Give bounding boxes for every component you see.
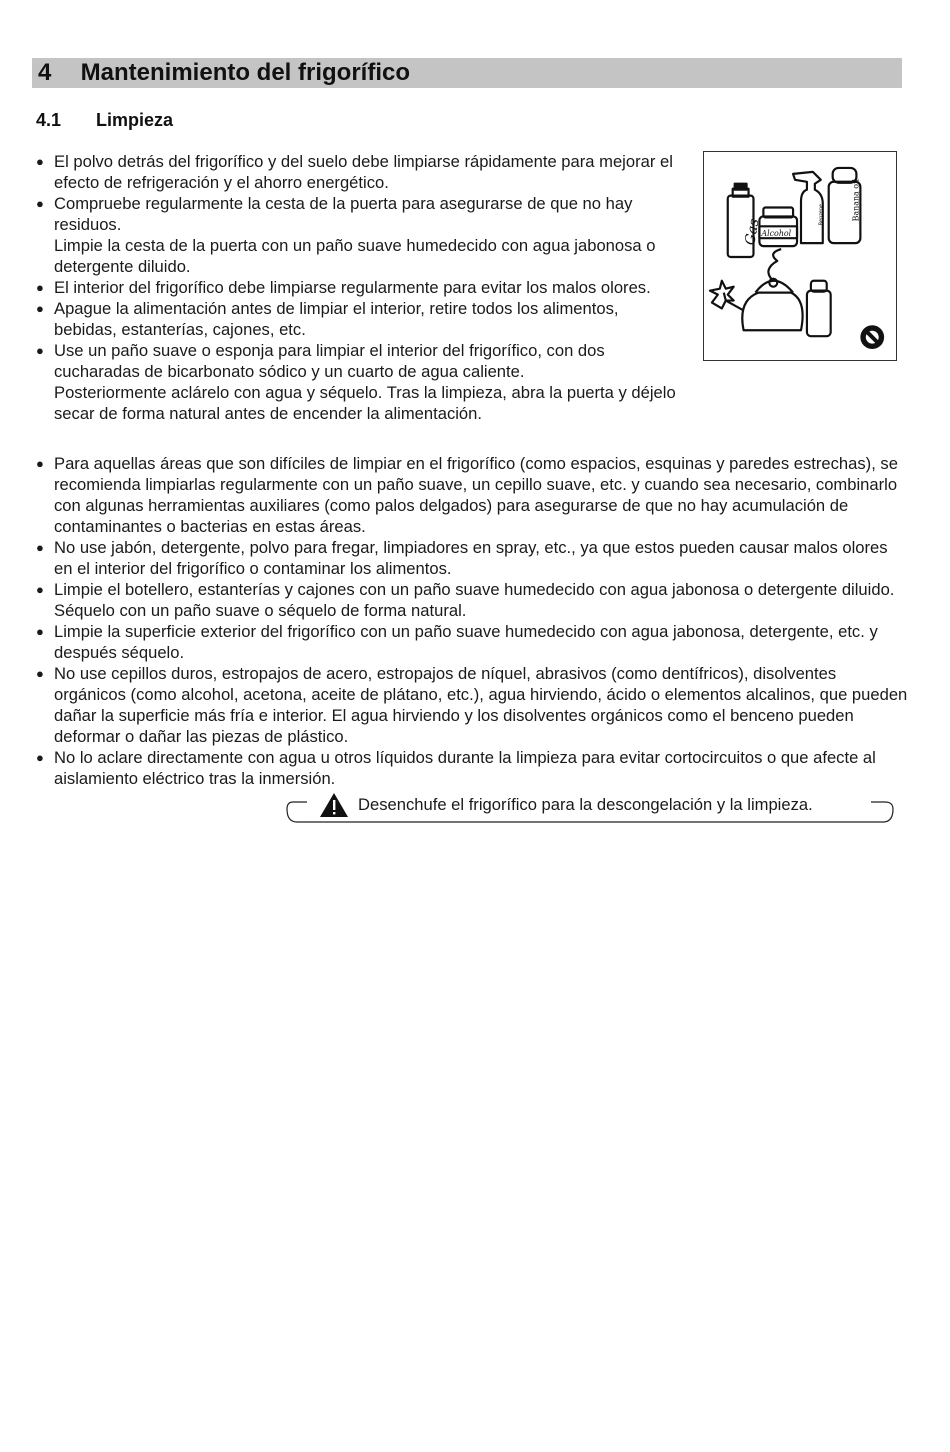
bullet-text: No lo aclare directamente con agua u otros líquidos durante la limpieza para evitar cortocircuitos o que afecte al aislamiento eléctrico tras la inmersión. [54, 748, 876, 788]
chapter-number: 4 [38, 59, 52, 86]
bullet-dot: ● [36, 582, 44, 597]
bullet-dot: ● [36, 666, 44, 681]
benzene-label: Benzene [818, 203, 825, 226]
chapter-heading [32, 58, 902, 88]
bullet-item [36, 663, 908, 747]
bullet-dot: ● [36, 540, 44, 555]
bullet-text: Limpie el botellero, estanterías y cajones con un paño suave humedecido con agua jabonosa o detergente diluido. Séquelo con un paño suave o séquelo de forma natural. [54, 580, 895, 620]
bullet-dot: ● [36, 154, 44, 169]
bullet-text: No use cepillos duros, estropajos de acero, estropajos de níquel, abrasivos (como dentífricos), disolventes orgánicos (como alcohol, acetona, aceite de plátano, etc.), agua hirviendo, ácido o elementos alcalinos, que pueden dañar la superficie más fría e interior. El agua hirviendo y los disolventes orgánicos como el benceno pueden deformar o dañar las piezas de plástico. [54, 664, 908, 746]
bullet-text: Para aquellas áreas que son difíciles de limpiar en el frigorífico (como espacios, esquinas y paredes estrechas), se recomienda limpiarlas regularmente con un paño suave, un cepillo suave, etc. y cuando sea necesario, combinarlo con algunas herramientas auxiliares (como palos delgados) para asegurarse de que no hay acumulación de contaminantes o bacterias en estas áreas. [54, 454, 898, 536]
warning-callout [285, 792, 895, 824]
warning-text: Desenchufe el frigorífico para la descongelación y la limpieza. [358, 795, 813, 814]
bullet-item [36, 340, 676, 424]
alcohol-label: Alcohol [761, 229, 792, 239]
bullet-text: Compruebe regularmente la cesta de la puerta para asegurarse de que no hay residuos. [54, 194, 633, 234]
bullet-continuation: Limpie la cesta de la puerta con un paño suave humedecido con agua jabonosa o detergente diluido. [54, 236, 656, 276]
bullet-item [36, 537, 908, 579]
prohibition-icon [860, 325, 884, 349]
gas-label: Gas [742, 217, 763, 247]
warning-triangle-icon [319, 792, 349, 818]
bullet-item [36, 193, 676, 277]
bullet-list-bottom [36, 453, 908, 789]
bullet-text: El polvo detrás del frigorífico y del suelo debe limpiarse rápidamente para mejorar el efecto de refrigeración y el ahorro energético. [54, 152, 673, 192]
bullet-text: El interior del frigorífico debe limpiarse regularmente para evitar los malos olores. [54, 278, 651, 297]
bullet-item [36, 747, 908, 789]
bullet-text: No use jabón, detergente, polvo para fregar, limpiadores en spray, etc., ya que estos pueden causar malos olores en el interior del frigorífico o contaminar los alimentos. [54, 538, 888, 578]
bullet-dot: ● [36, 196, 44, 211]
chemicals-prohibited-icon [704, 152, 896, 360]
bullet-item [36, 453, 908, 537]
bullet-item [36, 298, 676, 340]
bullet-dot: ● [36, 750, 44, 765]
bullet-item [36, 277, 676, 298]
bullet-dot: ● [36, 456, 44, 471]
bullet-text: Use un paño suave o esponja para limpiar el interior del frigorífico, con dos cucharadas de bicarbonato sódico y un cuarto de agua caliente. [54, 341, 605, 381]
section-title: Limpieza [96, 110, 174, 130]
bullet-item [36, 579, 908, 621]
bullet-dot: ● [36, 624, 44, 639]
banana-oil-label: Banana oil [851, 178, 861, 222]
bullet-text: Apague la alimentación antes de limpiar el interior, retire todos los alimentos, bebidas, estanterías, cajones, etc. [54, 299, 619, 339]
section-heading [36, 110, 173, 131]
bullet-text: Limpie la superficie exterior del frigorífico con un paño suave humedecido con agua jabonosa, detergente, etc. y después séquelo. [54, 622, 878, 662]
bullet-dot: ● [36, 343, 44, 358]
bullet-dot: ● [36, 280, 44, 295]
bullet-continuation: Posteriormente aclárelo con agua y séquelo. Tras la limpieza, abra la puerta y déjelo secar de forma natural antes de encender la alimentación. [54, 383, 676, 423]
section-number: 4.1 [36, 110, 62, 130]
bullet-item [36, 621, 908, 663]
no-solvents-illustration [703, 151, 897, 361]
bullet-dot: ● [36, 301, 44, 316]
bullet-list-top [36, 151, 676, 424]
bullet-item [36, 151, 676, 193]
chapter-title: Mantenimiento del frigorífico [80, 59, 411, 86]
